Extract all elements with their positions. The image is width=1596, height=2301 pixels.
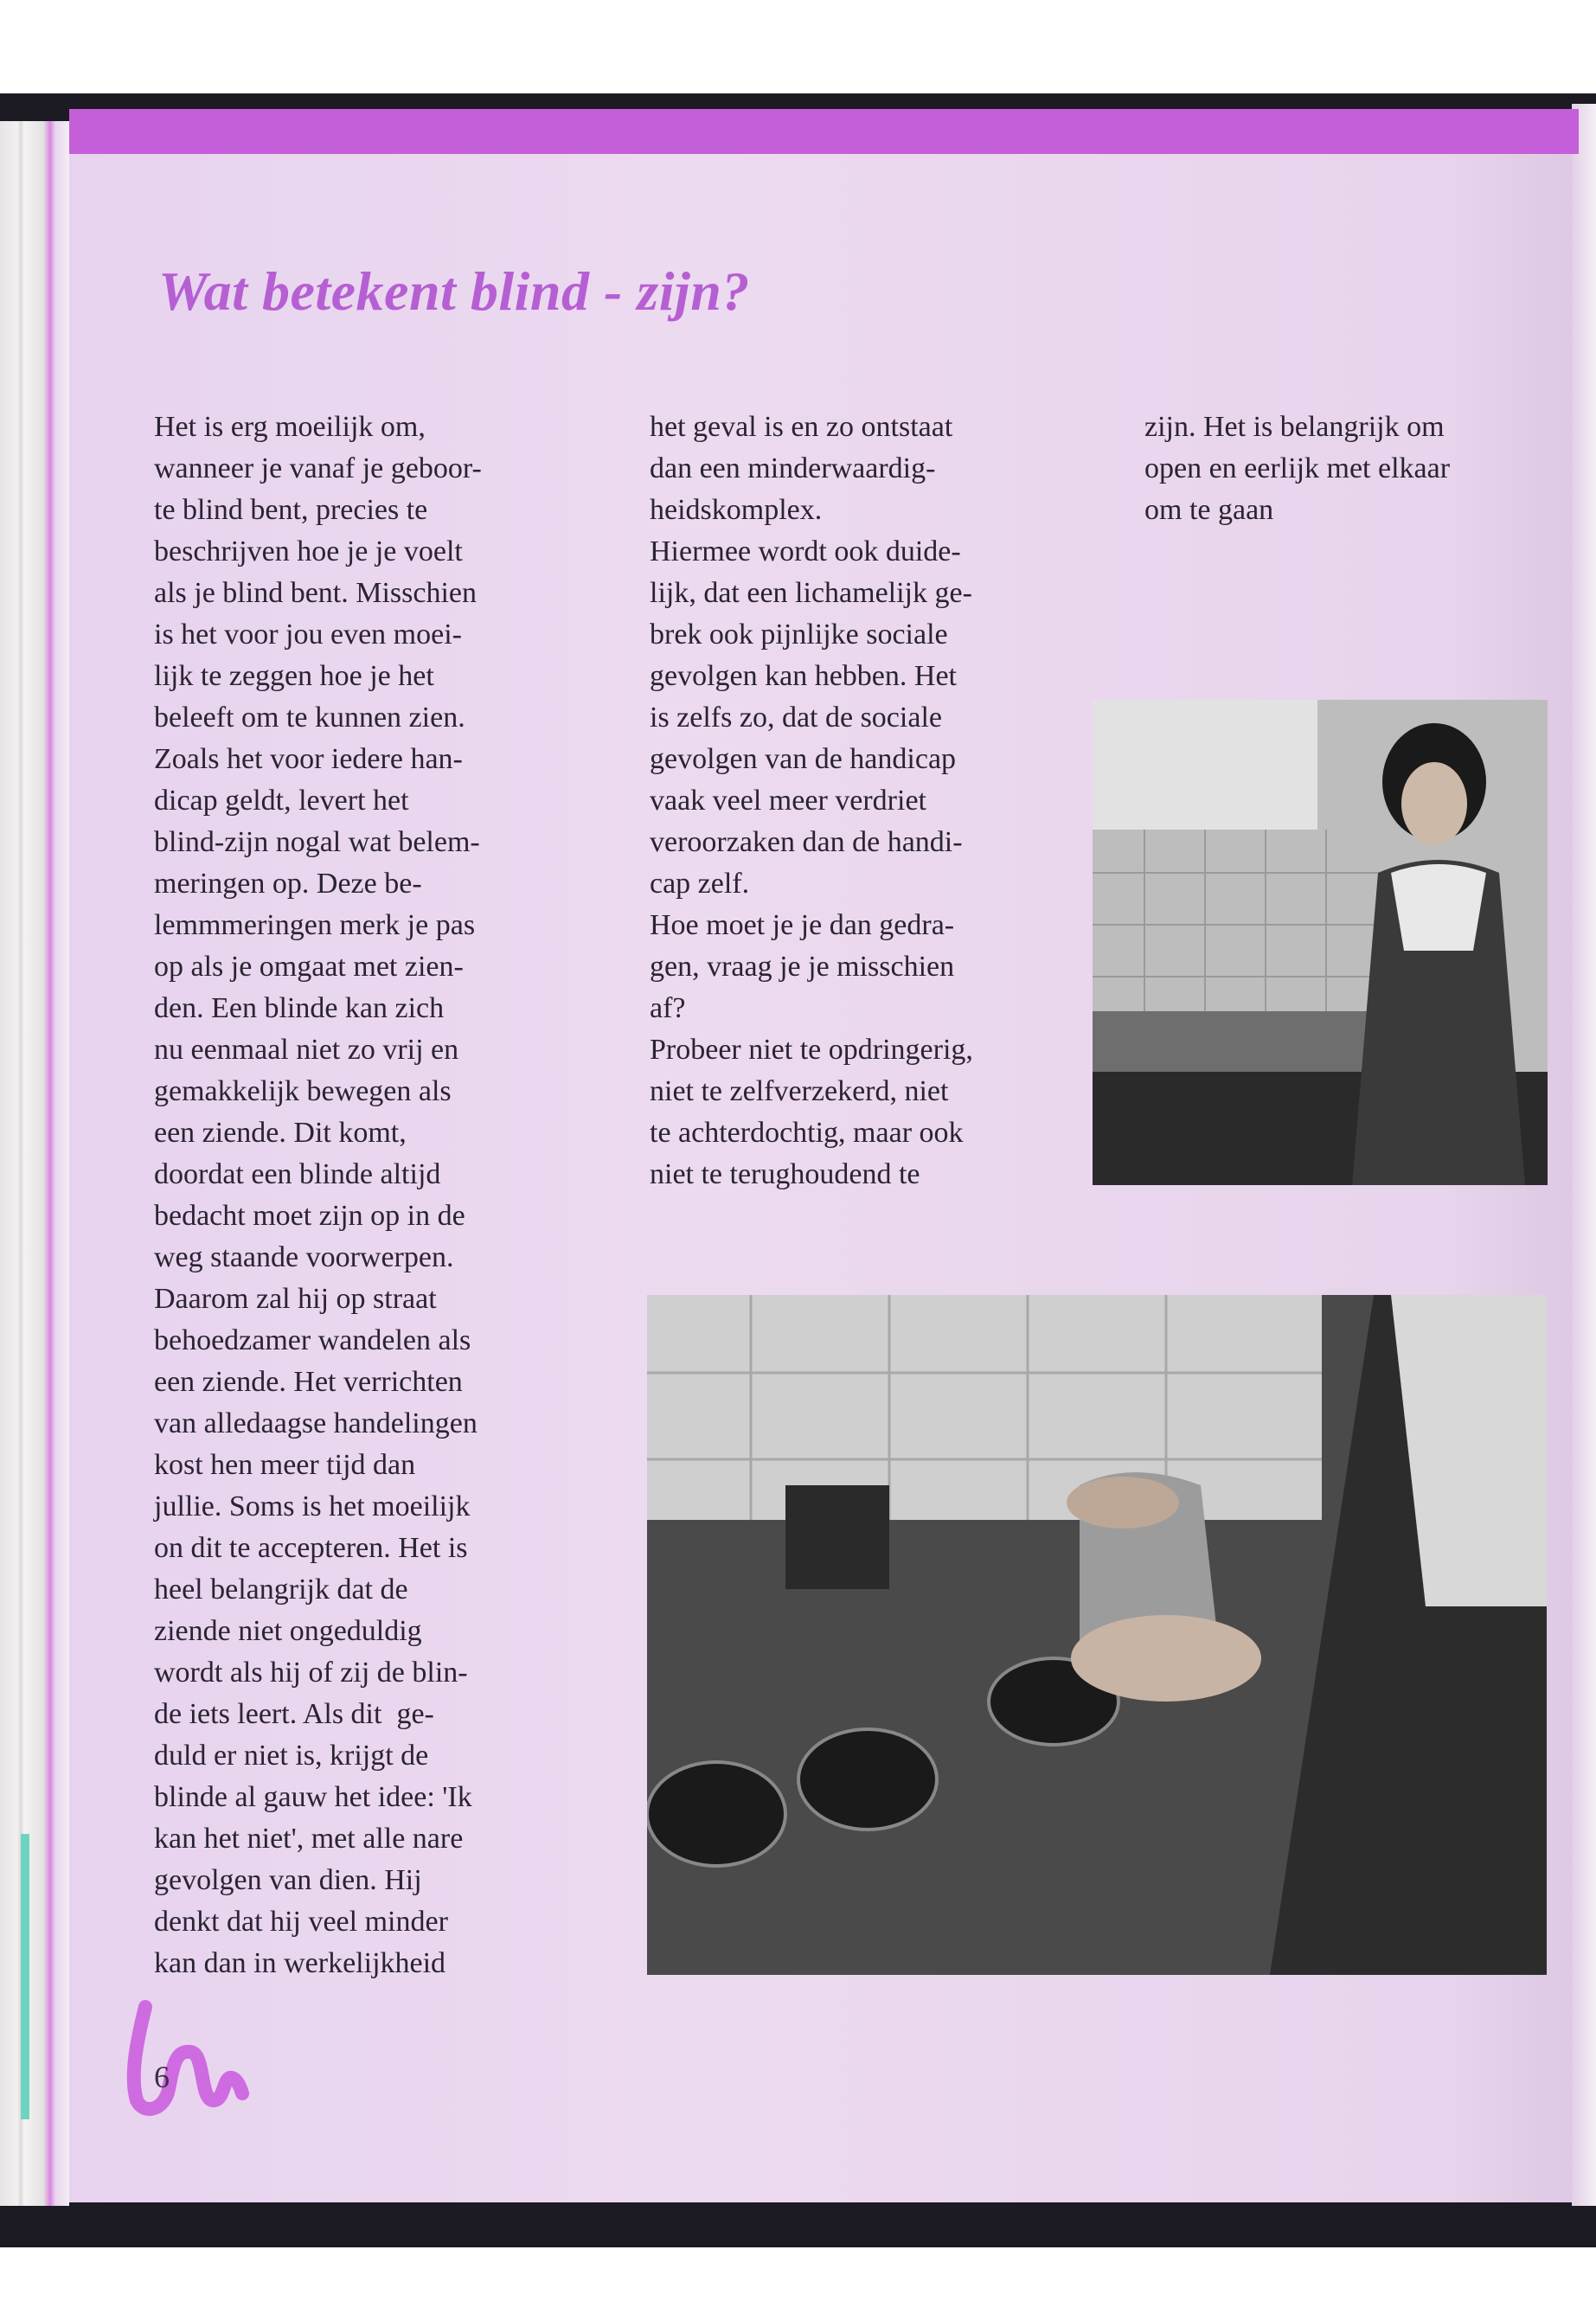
text-line: kost hen meer tijd dan — [154, 1449, 416, 1481]
text-line: te achterdochtig, maar ook — [650, 1117, 964, 1149]
text-line: duld er niet is, krijgt de — [154, 1740, 429, 1772]
text-line: vaak veel meer verdriet — [650, 785, 926, 817]
text-line: behoedzamer wandelen als — [154, 1324, 471, 1356]
text-line: beleeft om te kunnen zien. — [154, 702, 465, 734]
text-line: on dit te accepteren. Het is — [154, 1532, 468, 1564]
text-line: dan een minderwaardig- — [650, 452, 936, 484]
text-line: Hiermee wordt ook duide- — [650, 535, 961, 567]
text-line: denkt dat hij veel minder — [154, 1906, 448, 1938]
text-line: lijk, dat een lichamelijk ge- — [650, 577, 972, 609]
text-line: jullie. Soms is het moeilijk — [154, 1490, 471, 1522]
teal-tab — [21, 1834, 29, 2119]
page-number: 6 — [154, 2060, 170, 2094]
page-right-edge — [1572, 104, 1596, 2206]
text-line: een ziende. Het verrichten — [154, 1366, 463, 1398]
text-line: doordat een blinde altijd — [154, 1158, 441, 1190]
text-line: een ziende. Dit komt, — [154, 1117, 407, 1149]
text-line: niet te terughoudend te — [650, 1158, 920, 1190]
text-line: als je blind bent. Misschien — [154, 577, 478, 609]
text-line: wanneer je vanaf je geboor- — [154, 452, 482, 484]
text-line: ziende niet ongeduldig — [154, 1615, 422, 1647]
text-line: te blind bent, precies te — [154, 494, 428, 526]
text-line: Hoe moet je je dan gedra- — [650, 909, 955, 941]
text-line: kan dan in werkelijkheid — [154, 1947, 446, 1979]
text-line: Probeer niet te opdringerig, — [650, 1034, 973, 1066]
text-line: gevolgen van de handicap — [650, 743, 957, 775]
page-number-squiggle-logo — [112, 1998, 251, 2119]
text-line: lemmmeringen merk je pas — [154, 909, 476, 941]
text-line: het geval is en zo ontstaat — [650, 411, 953, 443]
photo-pouring-tea-closeup — [647, 1295, 1547, 1975]
text-line: wordt als hij of zij de blin- — [154, 1657, 468, 1689]
text-line: weg staande voorwerpen. — [154, 1241, 454, 1273]
text-line: cap zelf. — [650, 868, 750, 900]
header-color-bar — [69, 109, 1579, 154]
text-line: gemakkelijk bewegen als — [154, 1075, 452, 1107]
text-line: de iets leert. Als dit ge- — [154, 1698, 434, 1730]
text-line: dicap geldt, levert het — [154, 785, 409, 817]
text-line: is zelfs zo, dat de sociale — [650, 702, 942, 734]
text-line: heidskomplex. — [650, 494, 823, 526]
text-line: blind-zijn nogal wat belem- — [154, 826, 480, 858]
text-line: gevolgen van dien. Hij — [154, 1864, 422, 1896]
text-line: om te gaan — [1144, 494, 1274, 526]
text-line: veroorzaken dan de handi- — [650, 826, 963, 858]
text-line: van alledaagse handelingen — [154, 1407, 478, 1439]
text-line: brek ook pijnlijke sociale — [650, 619, 948, 651]
text-line: open en eerlijk met elkaar — [1144, 452, 1451, 484]
text-line: blinde al gauw het idee: 'Ik — [154, 1781, 472, 1813]
text-line: Zoals het voor iedere han- — [154, 743, 463, 775]
text-line: niet te zelfverzekerd, niet — [650, 1075, 949, 1107]
text-column-2 — [650, 407, 973, 1195]
text-line: op als je omgaat met zien- — [154, 951, 464, 983]
text-line: is het voor jou even moei- — [154, 619, 462, 651]
photo-woman-at-kitchen-sink — [1093, 700, 1548, 1185]
text-line: zijn. Het is belangrijk om — [1144, 411, 1445, 443]
text-line: den. Een blinde kan zich — [154, 992, 445, 1024]
text-line: gevolgen kan hebben. Het — [650, 660, 957, 692]
text-line: heel belangrijk dat de — [154, 1574, 408, 1606]
text-line: nu eenmaal niet zo vrij en — [154, 1034, 459, 1066]
text-column-3 — [1144, 407, 1450, 531]
text-line: kan het niet', met alle nare — [154, 1823, 464, 1855]
text-line: Daarom zal hij op straat — [154, 1283, 437, 1315]
text-line: Het is erg moeilijk om, — [154, 411, 426, 443]
article-title: Wat betekent blind - zijn? — [158, 260, 750, 322]
text-line: meringen op. Deze be- — [154, 868, 422, 900]
text-column-1 — [154, 407, 482, 1984]
text-line: lijk te zeggen hoe je het — [154, 660, 434, 692]
text-line: beschrijven hoe je je voelt — [154, 535, 463, 567]
text-line: gen, vraag je je misschien — [650, 951, 955, 983]
text-line: bedacht moet zijn op in de — [154, 1200, 465, 1232]
text-line: af? — [650, 992, 686, 1024]
book-page-edges — [0, 121, 69, 2206]
